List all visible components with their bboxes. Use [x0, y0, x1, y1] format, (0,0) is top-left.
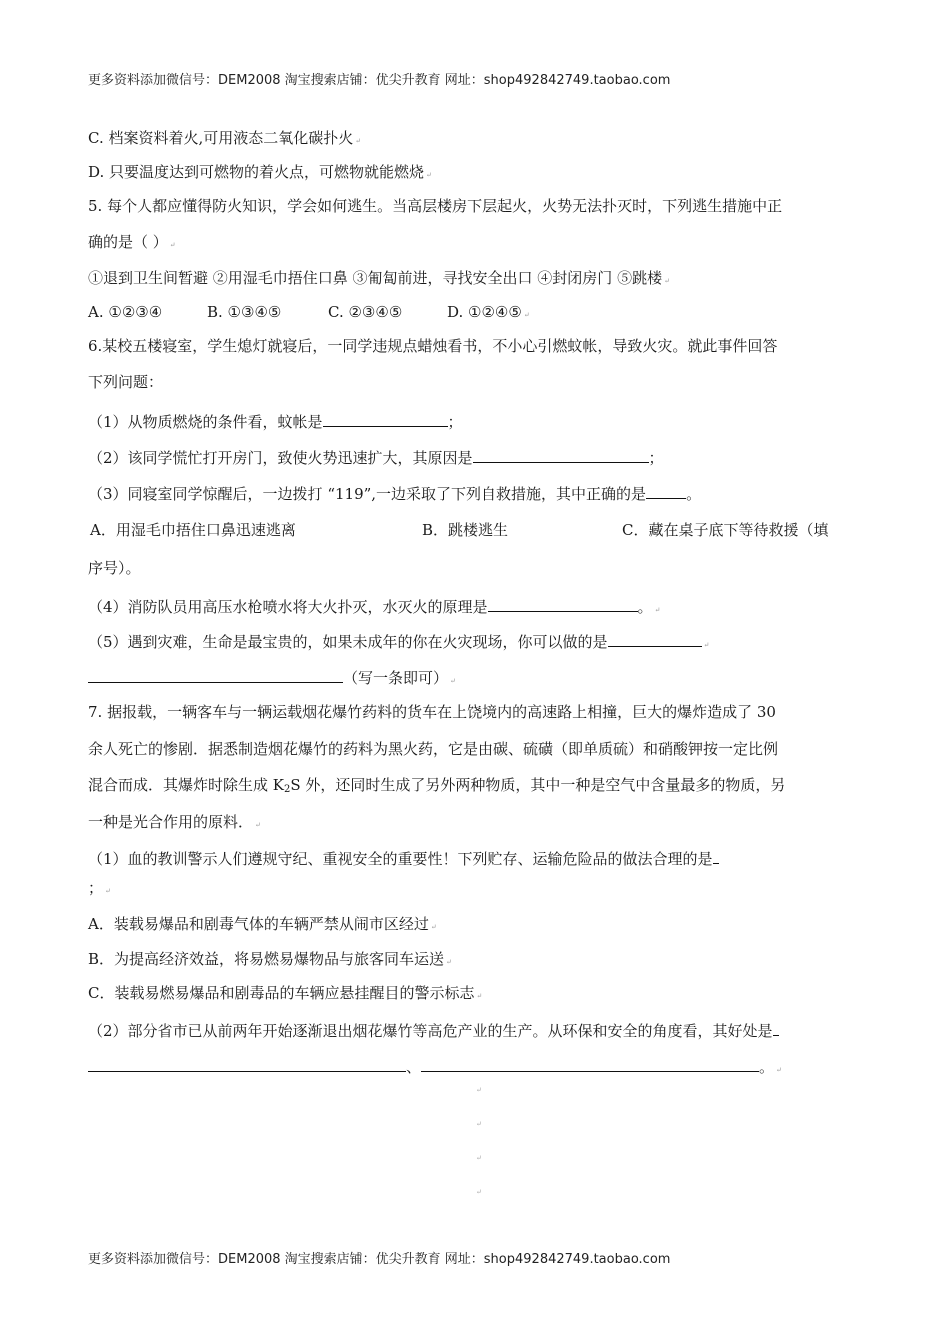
q6-part5: （5）遇到灾难，生命是最宝贵的，如果未成年的你在火灾现场，你可以做的是 ↵: [88, 630, 709, 655]
q7-option-a: A．装载易爆品和剧毒气体的车辆严禁从闹市区经过 ↵: [88, 915, 437, 933]
q6-part2: （2）该同学慌忙打开房门，致使火势迅速扩大，其原因是 ；: [88, 446, 664, 468]
q5-option-c: C. ②③④⑤: [328, 303, 403, 321]
answer-blank[interactable]: [713, 847, 719, 864]
q4-option-d: D. 只要温度达到可燃物的着火点，可燃物就能燃烧 ↵: [88, 163, 432, 181]
page-footer: 更多资料添加微信号：DEM2008 淘宝搜索店铺：优尖升教育 网址：shop492842749.taobao.com: [88, 1252, 671, 1267]
page-header: 更多资料添加微信号：DEM2008 淘宝搜索店铺：优尖升教育 网址：shop492842749.taobao.com: [88, 73, 671, 88]
q7-stem-line3: 混合而成．其爆炸时除生成 $K_2S$ 外，还同时生成了另外两种物质，其中一种是空气中含量最多的物质，另: [88, 776, 786, 795]
answer-blank[interactable]: [773, 1019, 779, 1036]
empty-paragraph-mark: ↵: [476, 1120, 482, 1128]
q7-part2-cont: 、 。 ↵: [88, 1055, 782, 1080]
q7-stem-line2: 余人死亡的惨剧．据悉制造烟花爆竹的药料为黑火药，它是由碳、硫磺（即单质硫）和硝酸钾按一定比例: [88, 740, 779, 758]
q6-stem-line2: 下列问题：: [88, 373, 164, 391]
q6-part5-cont: （写一条即可） ↵: [88, 666, 456, 691]
answer-blank[interactable]: [88, 666, 343, 683]
q7-part1: （1）血的教训警示人们遵规守纪、重视安全的重要性！下列贮存、运输危险品的做法合理的是: [88, 847, 719, 869]
q7-part1-cont: ； ↵: [88, 879, 111, 897]
answer-blank[interactable]: [488, 595, 638, 612]
q7-stem-line1: 7. 据报载，一辆客车与一辆运载烟花爆竹药料的货车在上饶境内的高速路上相撞，巨大的爆炸造成了 30: [88, 703, 776, 721]
answer-blank[interactable]: [88, 1055, 406, 1072]
q5-items: ①退到卫生间暂避 ②用湿毛巾捂住口鼻 ③匍匐前进，寻找安全出口 ④封闭房门 ⑤跳楼 ↵: [88, 269, 670, 287]
empty-paragraph-mark: ↵: [476, 1154, 482, 1162]
q5-option-d: D. ①②④⑤ ↵: [447, 303, 530, 321]
q6-stem-line1: 6.某校五楼寝室，学生熄灯就寝后，一同学违规点蜡烛看书，不小心引燃蚊帐，导致火灾。就此事件回答: [88, 337, 778, 355]
answer-blank[interactable]: [421, 1055, 759, 1072]
empty-paragraph-mark: ↵: [476, 1086, 482, 1094]
answer-blank[interactable]: [473, 446, 649, 463]
q7-option-c: C．装载易燃易爆品和剧毒品的车辆应悬挂醒目的警示标志 ↵: [88, 984, 483, 1002]
q4-option-c: C. 档案资料着火,可用液态二氧化碳扑火 ↵: [88, 129, 362, 147]
answer-blank[interactable]: [323, 410, 448, 427]
answer-blank[interactable]: [608, 630, 702, 647]
q6-option-b: B．跳楼逃生: [422, 521, 509, 539]
q7-stem-line4: 一种是光合作用的原料． ↵: [88, 813, 261, 831]
empty-paragraph-mark: ↵: [476, 1188, 482, 1196]
q7-part2: （2）部分省市已从前两年开始逐渐退出烟花爆竹等高危产业的生产。从环保和安全的角度看，其好处是: [88, 1019, 779, 1041]
q5-stem-line1: 5. 每个人都应懂得防火知识，学会如何逃生。当高层楼房下层起火，火势无法扑灭时，下列逃生措施中正: [88, 197, 783, 215]
q5-stem-line2: 确的是（ ） ↵: [88, 233, 176, 251]
q5-option-a: A. ①②③④: [88, 303, 163, 321]
q7-option-b: B．为提高经济效益，将易燃易爆物品与旅客同车运送 ↵: [88, 950, 452, 968]
q5-option-b: B. ①③④⑤: [207, 303, 282, 321]
answer-blank[interactable]: [646, 482, 686, 499]
q6-part1: （1）从物质燃烧的条件看，蚊帐是 ；: [88, 410, 463, 432]
q6-part3: （3）同寝室同学惊醒后，一边拨打 “119”,一边采取了下列自救措施，其中正确的是 。: [88, 482, 701, 504]
q6-option-c-cont: 序号）。: [88, 559, 141, 577]
q6-part4: （4）消防队员用高压水枪喷水将大火扑灭，水灭火的原理是 。 ↵: [88, 595, 660, 620]
q6-option-c: C．藏在桌子底下等待救援（填: [622, 521, 829, 539]
q6-option-a: A．用湿毛巾捂住口鼻迅速逃离: [90, 521, 296, 539]
